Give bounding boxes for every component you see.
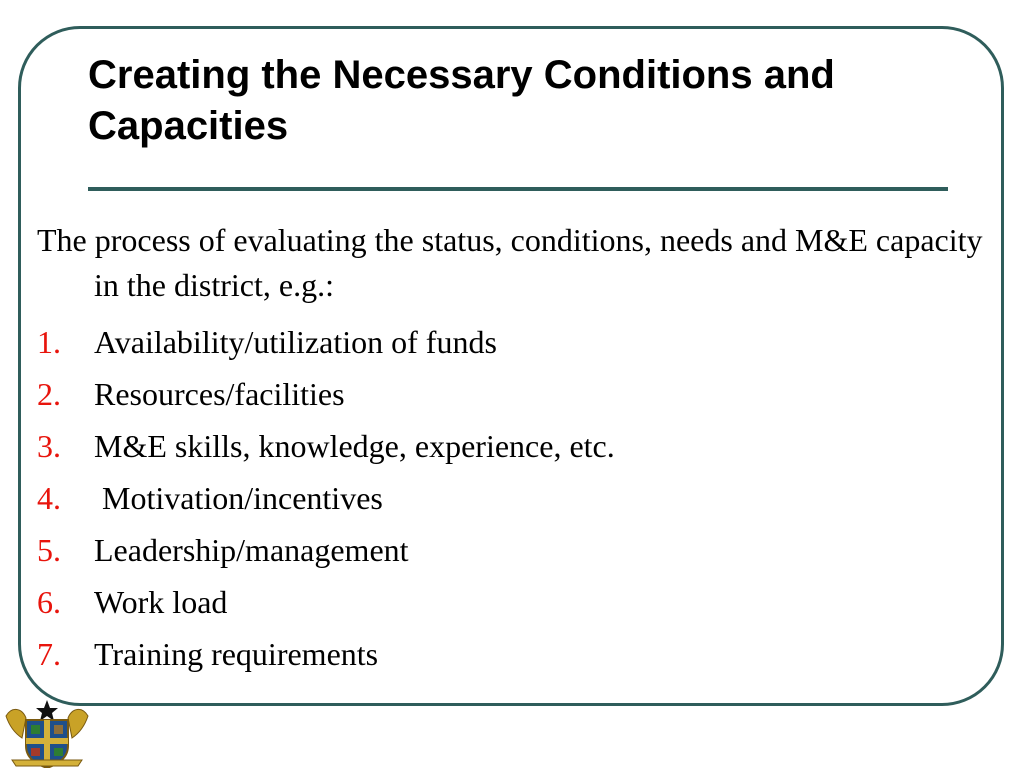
list-item-number: 2. bbox=[37, 376, 61, 412]
list-item-number: 1. bbox=[37, 324, 61, 360]
list-item bbox=[37, 420, 987, 472]
list-item-number: 5. bbox=[37, 532, 61, 568]
slide-body bbox=[37, 218, 987, 680]
list-item bbox=[37, 524, 987, 576]
list-item bbox=[37, 628, 987, 680]
list-item-number: 4. bbox=[37, 480, 61, 516]
list-item-text: M&E skills, knowledge, experience, etc. bbox=[94, 428, 615, 464]
list-item bbox=[37, 576, 987, 628]
numbered-list bbox=[37, 316, 987, 680]
list-item-text: Availability/utilization of funds bbox=[94, 324, 497, 360]
list-item-text: Work load bbox=[94, 584, 228, 620]
list-item bbox=[37, 368, 987, 420]
coat-of-arms-icon bbox=[2, 698, 92, 768]
list-item bbox=[37, 472, 987, 524]
intro-paragraph: The process of evaluating the status, conditions, needs and M&E capacity in the district, e.g.: bbox=[37, 222, 983, 303]
list-item-text: Motivation/incentives bbox=[94, 480, 383, 516]
slide-title: Creating the Necessary Conditions and Capacities bbox=[88, 53, 835, 148]
list-item-text: Resources/facilities bbox=[94, 376, 345, 412]
list-item-text: Training requirements bbox=[94, 636, 379, 672]
list-item-number: 6. bbox=[37, 584, 61, 620]
list-item-number: 3. bbox=[37, 428, 61, 464]
title-divider bbox=[88, 187, 948, 191]
list-item bbox=[37, 316, 987, 368]
list-item-text: Leadership/management bbox=[94, 532, 409, 568]
list-item-number: 7. bbox=[37, 636, 61, 672]
